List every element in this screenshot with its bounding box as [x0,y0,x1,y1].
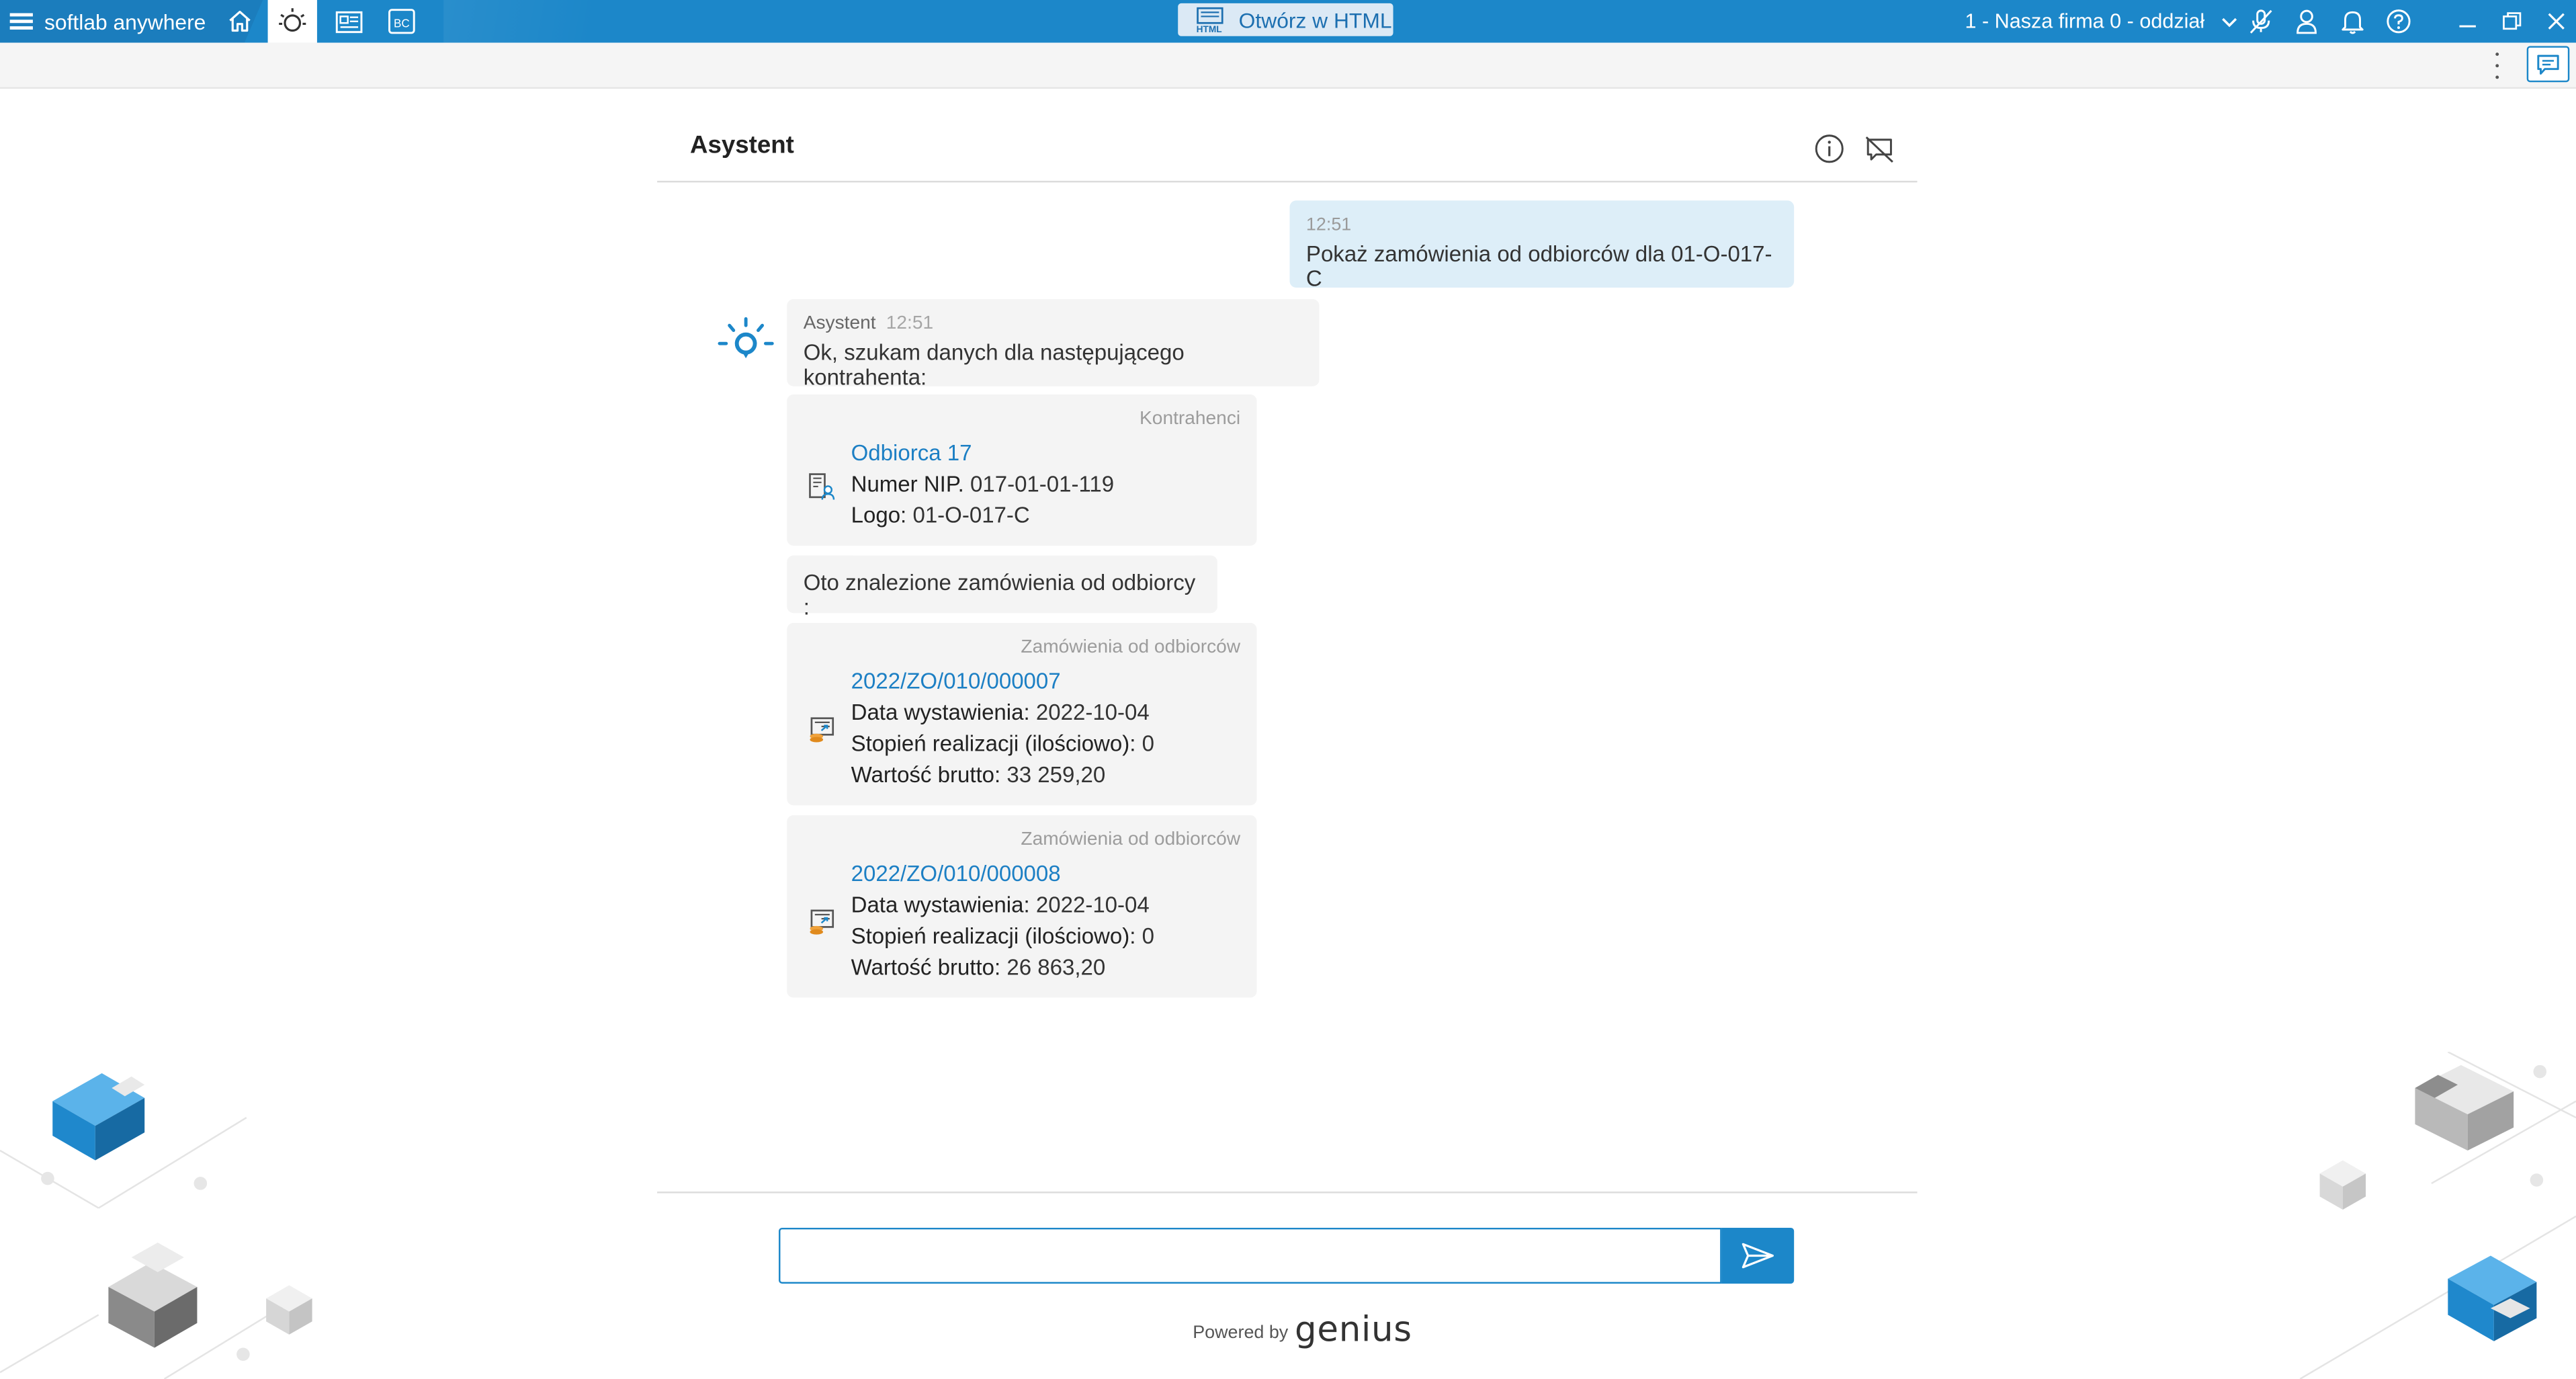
order-card [787,815,1256,997]
message-text: Ok, szukam danych dla następującego kontrahenta: [803,340,1185,390]
order-gross-value: 33 259,20 [1006,762,1106,788]
chevron-down-icon [2221,15,2237,27]
close-icon [2546,11,2566,31]
html-icon-text: HTML [1196,24,1222,33]
notifications-button[interactable] [2333,0,2372,43]
user-button[interactable] [2287,0,2327,43]
menu-icon[interactable] [10,13,33,30]
open-in-html-label: Otwórz w HTML [1238,7,1392,32]
home-button[interactable] [215,0,264,43]
bc-icon [387,8,415,34]
chat-panel-toggle-button[interactable] [2527,46,2570,82]
open-in-html-button[interactable] [1178,3,1393,36]
logo-value: 01-O-017-C [912,503,1030,528]
news-button[interactable] [324,0,373,43]
order-degree-label: Stopień realizacji (ilościowo): [851,731,1136,757]
header-divider [657,181,1917,182]
decorative-cubes-right [2267,1052,2576,1379]
powered-by-label: Powered by [1193,1323,1289,1343]
order-gross-label: Wartość brutto: [851,954,1001,980]
html-icon [1193,7,1226,33]
user-message [1289,200,1794,291]
info-icon[interactable] [1814,133,1845,164]
order-degree-value: 0 [1142,923,1155,949]
nip-label: Numer NIP. [851,471,964,497]
order-icon [807,715,836,745]
message-text: Pokaż zamówienia od odbiorców dla 01-O-017-C [1305,241,1772,291]
order-degree-value: 0 [1142,731,1155,757]
bc-icon-text: BC [392,17,409,30]
contractor-icon [807,472,836,501]
microphone-button[interactable] [2241,0,2280,43]
decorative-cubes-left [0,1052,345,1379]
order-number-link[interactable]: 2022/ZO/010/000008 [851,861,1061,886]
help-button[interactable] [2379,0,2419,43]
send-icon [1740,1241,1776,1271]
order-gross-label: Wartość brutto: [851,762,1001,788]
help-icon [2385,8,2411,34]
assistant-message [787,299,1319,390]
message-time: 12:51 [886,314,934,334]
restore-icon [2502,11,2522,31]
minimize-icon [2458,11,2477,31]
genius-logo: genius [1295,1310,1412,1349]
powered-by [1193,1310,1412,1349]
toolbar [0,43,2576,89]
contractor-logo [851,503,1030,528]
mic-off-icon [2247,8,2274,34]
order-date-value: 2022-10-04 [1035,700,1150,725]
order-date [851,700,1150,725]
order-date-label: Data wystawienia: [851,700,1030,725]
bell-icon [2341,8,2364,34]
card-category: Zamówienia od odbiorców [1021,637,1241,658]
order-degree-label: Stopień realizacji (ilościowo): [851,923,1136,949]
nip-value: 017-01-01-119 [970,471,1115,497]
chat-message-input[interactable] [779,1228,1722,1284]
more-options-icon[interactable] [2487,52,2507,79]
order-date [851,892,1150,917]
restore-button[interactable] [2492,0,2532,43]
order-number-link[interactable]: 2022/ZO/010/000007 [851,669,1061,694]
chat-icon [2536,53,2559,75]
logo-label: Logo: [851,503,907,528]
order-card [787,623,1256,805]
brand-menu[interactable] [0,0,206,43]
card-category: Zamówienia od odbiorców [1021,830,1241,850]
news-icon [335,9,363,34]
firm-label: 1 - Nasza firma 0 - oddział [1965,9,2205,33]
hide-chat-icon[interactable] [1863,135,1896,165]
user-icon [2295,8,2318,34]
contractor-nip [851,472,1115,497]
chat-title: Asystent [689,131,794,160]
top-bar [0,0,2576,43]
firm-selector[interactable] [1965,0,2237,43]
assistant-name: Asystent [803,314,876,334]
send-button[interactable] [1722,1228,1795,1284]
card-category: Kontrahenci [1140,409,1241,429]
order-gross-value: 26 863,20 [1006,954,1106,980]
order-degree [851,923,1154,948]
home-icon [226,8,253,34]
order-degree [851,731,1154,756]
assistant-message-header [804,314,1303,333]
order-date-label: Data wystawienia: [851,892,1030,917]
minimize-button[interactable] [2448,0,2487,43]
bc-button[interactable] [376,0,425,43]
order-date-value: 2022-10-04 [1035,892,1150,917]
order-icon [807,907,836,937]
assistant-message-orders-found: Oto znalezione zamówienia od odbiorcy : [787,556,1217,614]
assistant-tab-button[interactable] [268,0,317,43]
close-button[interactable] [2536,0,2576,43]
contractor-card [787,394,1256,546]
app-brand: softlab anywhere [44,9,206,34]
order-gross [851,955,1106,980]
assistant-bulb-icon [277,7,307,36]
assistant-avatar-icon [716,316,775,368]
contractor-name-link[interactable]: Odbiorca 17 [851,440,972,466]
order-gross [851,763,1106,788]
message-time: 12:51 [1305,215,1352,235]
top-bar-decoration [443,0,591,43]
footer-divider [657,1192,1917,1193]
